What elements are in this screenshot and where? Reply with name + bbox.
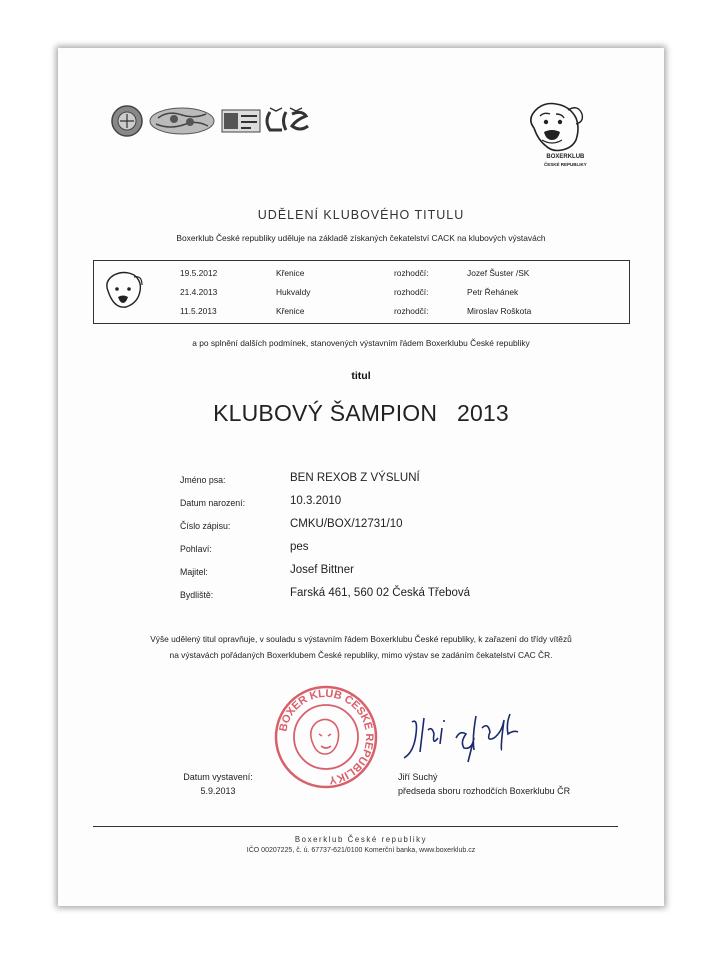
judge-label: rozhodčí: <box>394 306 429 316</box>
result-place: Křenice <box>276 268 305 278</box>
boxerklub-logo-text: BOXERKLUB ČESKÉ REPUBLIKY <box>544 154 587 167</box>
statement-line: na výstavách pořádaných Boxerklubem České republiky, mimo výstav se zadáním čekatelství CAC ČR. <box>169 650 553 660</box>
stamp-boxer-icon <box>311 719 339 754</box>
conditions-text: a po splnění dalších podmínek, stanovených výstavním řádem Boxerklubu České republiky <box>192 338 530 348</box>
signer-role: předseda sboru rozhodčích Boxerklubu ČR <box>398 786 571 796</box>
field-value: pes <box>290 541 309 553</box>
footer-organization: Boxerklub České republiky <box>294 835 428 844</box>
fci-logo-icon <box>112 106 142 136</box>
field-value: BEN REXOB Z VÝSLUNÍ <box>290 472 420 484</box>
cks-logo-icon <box>267 108 308 130</box>
result-row <box>94 268 629 282</box>
certificate-heading: UDĚLENÍ KLUBOVÉHO TITULU <box>257 208 465 222</box>
field-label: Majitel: <box>180 567 208 577</box>
intro-text: Boxerklub České republiky uděluje na základě získaných čekatelství CACK na klubových výstavách <box>176 233 546 243</box>
address-field <box>180 587 600 603</box>
stamp-text: BOXER KLUB ČESKÉ REPUBLIKY <box>277 687 376 786</box>
club-stamp <box>271 682 381 797</box>
title-word: titul <box>351 370 371 382</box>
result-row <box>94 306 629 320</box>
result-place: Hukvaldy <box>276 287 311 297</box>
result-row <box>94 287 629 301</box>
signer-block <box>398 770 570 798</box>
footer-divider <box>93 826 618 827</box>
signer-name: Jiří Suchý <box>398 772 438 782</box>
judge-name: Petr Řehánek <box>467 287 519 297</box>
issue-date-label: Datum vystavení: <box>183 772 253 782</box>
judge-name: Miroslav Roškota <box>467 306 532 316</box>
show-results-box <box>93 260 630 324</box>
federation-logos <box>110 104 320 138</box>
registration-field <box>180 518 600 534</box>
field-label: Číslo zápisu: <box>180 521 231 531</box>
field-value: Josef Bittner <box>290 564 354 576</box>
world-dog-logo-icon <box>150 108 214 134</box>
birth-date-field <box>180 495 600 511</box>
sex-field <box>180 541 600 557</box>
entitlement-statement <box>78 631 644 663</box>
field-value: CMKU/BOX/12731/10 <box>290 518 403 530</box>
field-value: Farská 461, 560 02 Česká Třebová <box>290 587 471 599</box>
result-place: Křenice <box>276 306 305 316</box>
field-label: Bydliště: <box>180 590 214 600</box>
cmku-logo-icon <box>222 110 260 132</box>
footer-details: IČO 00207225, č. ú. 67737-621/0100 Komerční banka, www.boxerklub.cz <box>246 847 476 854</box>
issue-date-block <box>178 770 258 798</box>
judge-name: Jozef Šuster /SK <box>467 268 530 278</box>
champion-title: KLUBOVÝ ŠAMPION 2013 <box>213 400 509 426</box>
dog-name-field <box>180 472 600 488</box>
statement-line: Výše udělený titul opravňuje, v souladu s výstavním řádem Boxerklubu České republiky, k zařazení do třídy vítězů <box>150 634 572 644</box>
owner-field <box>180 564 600 580</box>
field-label: Pohlaví: <box>180 544 212 554</box>
result-date: 19.5.2012 <box>180 268 218 278</box>
result-date: 21.4.2013 <box>180 287 218 297</box>
field-value: 10.3.2010 <box>290 495 342 507</box>
field-label: Datum narození: <box>180 498 246 508</box>
field-label: Jméno psa: <box>180 475 226 485</box>
judge-label: rozhodčí: <box>394 268 429 278</box>
certificate-page <box>58 48 664 906</box>
judge-label: rozhodčí: <box>394 287 429 297</box>
result-date: 11.5.2013 <box>180 306 217 316</box>
issue-date-value: 5.9.2013 <box>200 786 236 796</box>
boxerklub-logo-icon <box>520 98 590 159</box>
